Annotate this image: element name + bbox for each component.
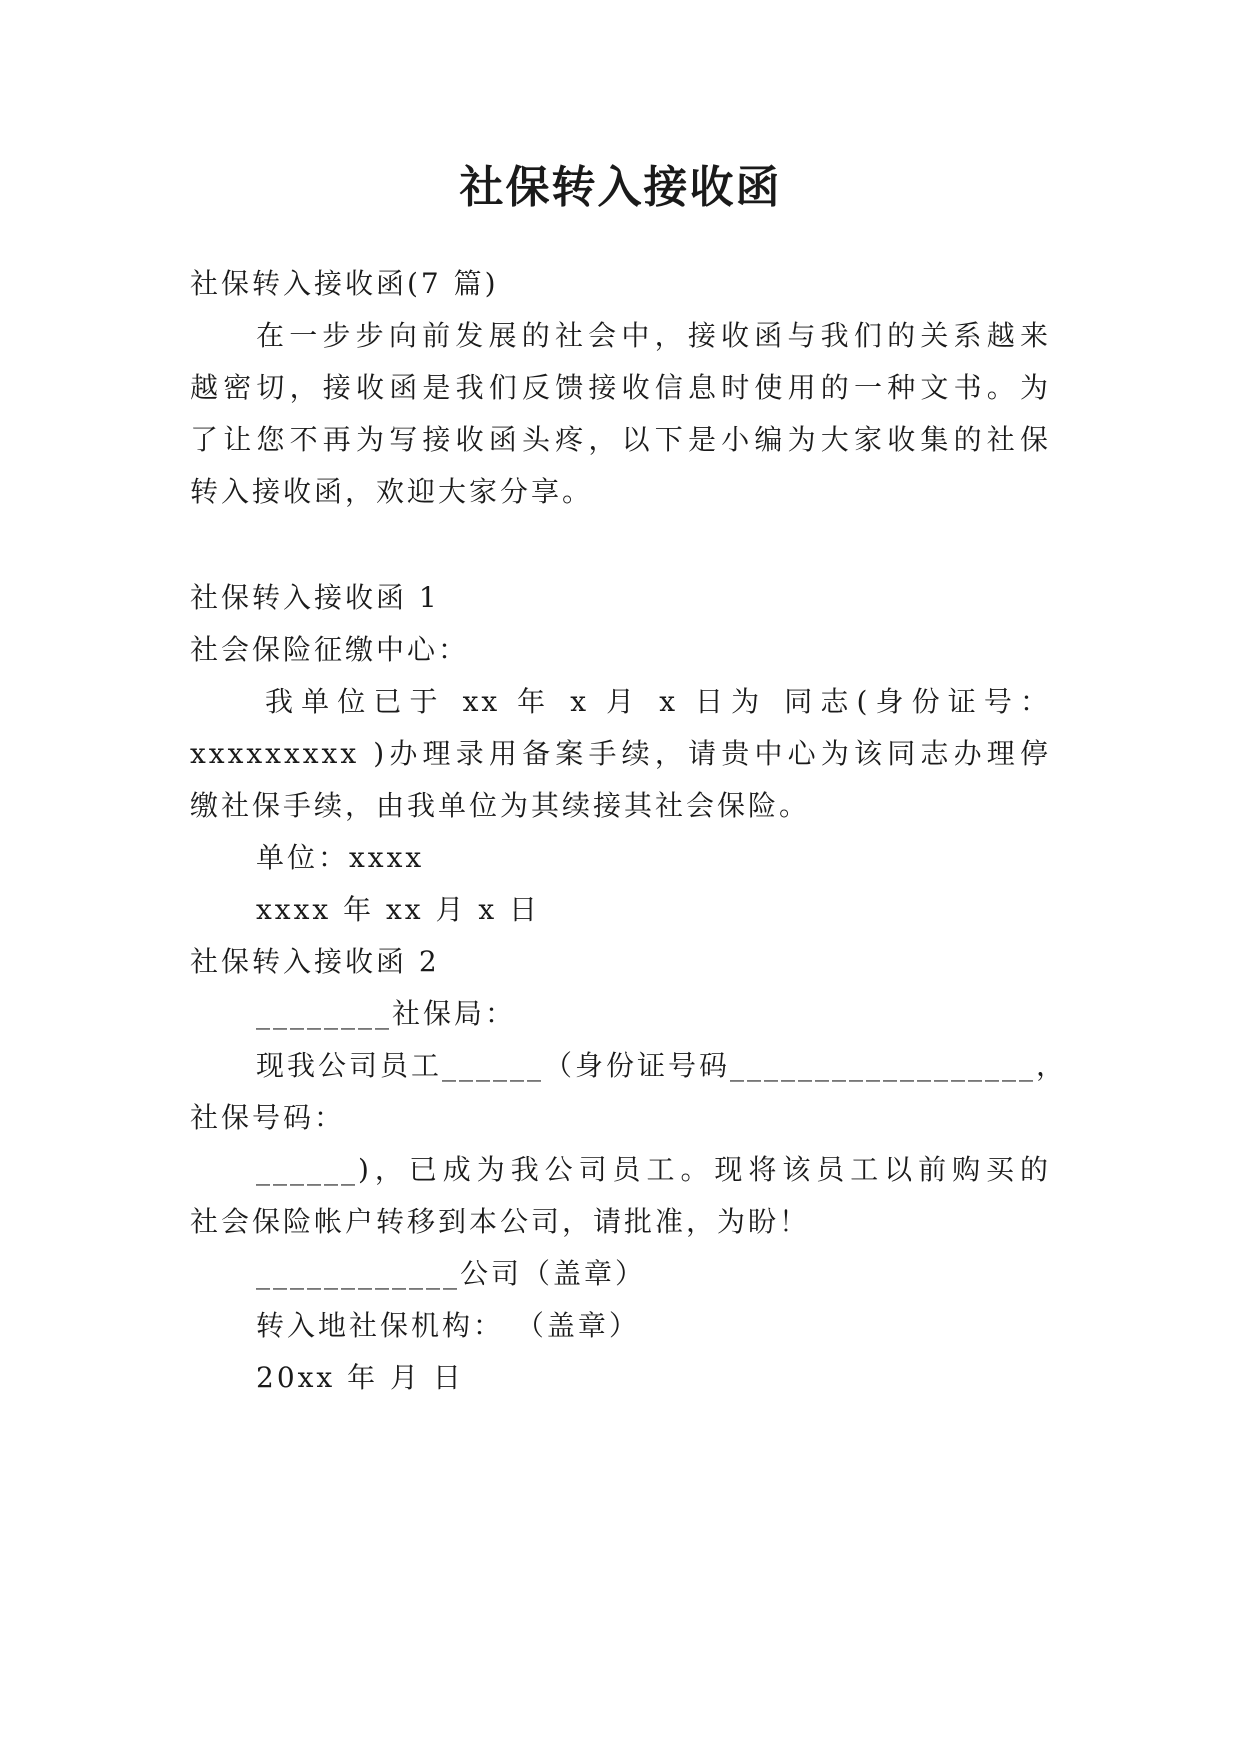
text-line-company-stamp: ____________公司（盖章） [256,1257,647,1290]
text-line-body-1b: xxxxxxxxx )办理录用备案手续，请贵中心为该同志办理停 [190,737,1051,770]
document-title: 社保转入接收函 [459,162,782,213]
text-line-salutation-2: ________社保局： [256,997,517,1030]
text-line-agency-stamp: 转入地社保机构： （盖章） [256,1309,640,1342]
text-line-body-2b: 社保号码： [190,1101,346,1134]
text-line-subtitle: 社保转入接收函(7 篇) [190,267,499,300]
text-line-body-2a: 现我公司员工______（身份证号码__________________， [256,1049,1068,1082]
text-line-body-2c: ______)，已成为我公司员工。现将该员工以前购买的 [256,1153,1051,1186]
text-line-body-1c: 缴社保手续，由我单位为其续接其社会保险。 [190,789,811,822]
text-line-salutation-1: 社会保险征缴中心： [190,633,470,666]
text-line-body-1a: 我单位已于 xx 年 x 月 x 日为 同志(身份证号： [265,685,1051,718]
text-line-intro-1: 在一步步向前发展的社会中，接收函与我们的关系越来 [256,319,1051,352]
text-line-intro-2: 越密切，接收函是我们反馈接收信息时使用的一种文书。为 [190,371,1051,404]
text-line-intro-3: 了让您不再为写接收函头疼，以下是小编为大家收集的社保 [190,423,1051,456]
text-line-date-1: xxxx 年 xx 月 x 日 [256,893,541,926]
text-line-intro-4: 转入接收函，欢迎大家分享。 [190,475,594,508]
text-line-body-2d: 社会保险帐户转移到本公司，请批准，为盼！ [190,1205,811,1238]
text-line-unit-1: 单位：xxxx [256,841,425,874]
section-heading-1: 社保转入接收函 1 [190,581,440,614]
text-line-date-2: 20xx 年 月 日 [256,1361,464,1394]
section-heading-2: 社保转入接收函 2 [190,945,440,978]
